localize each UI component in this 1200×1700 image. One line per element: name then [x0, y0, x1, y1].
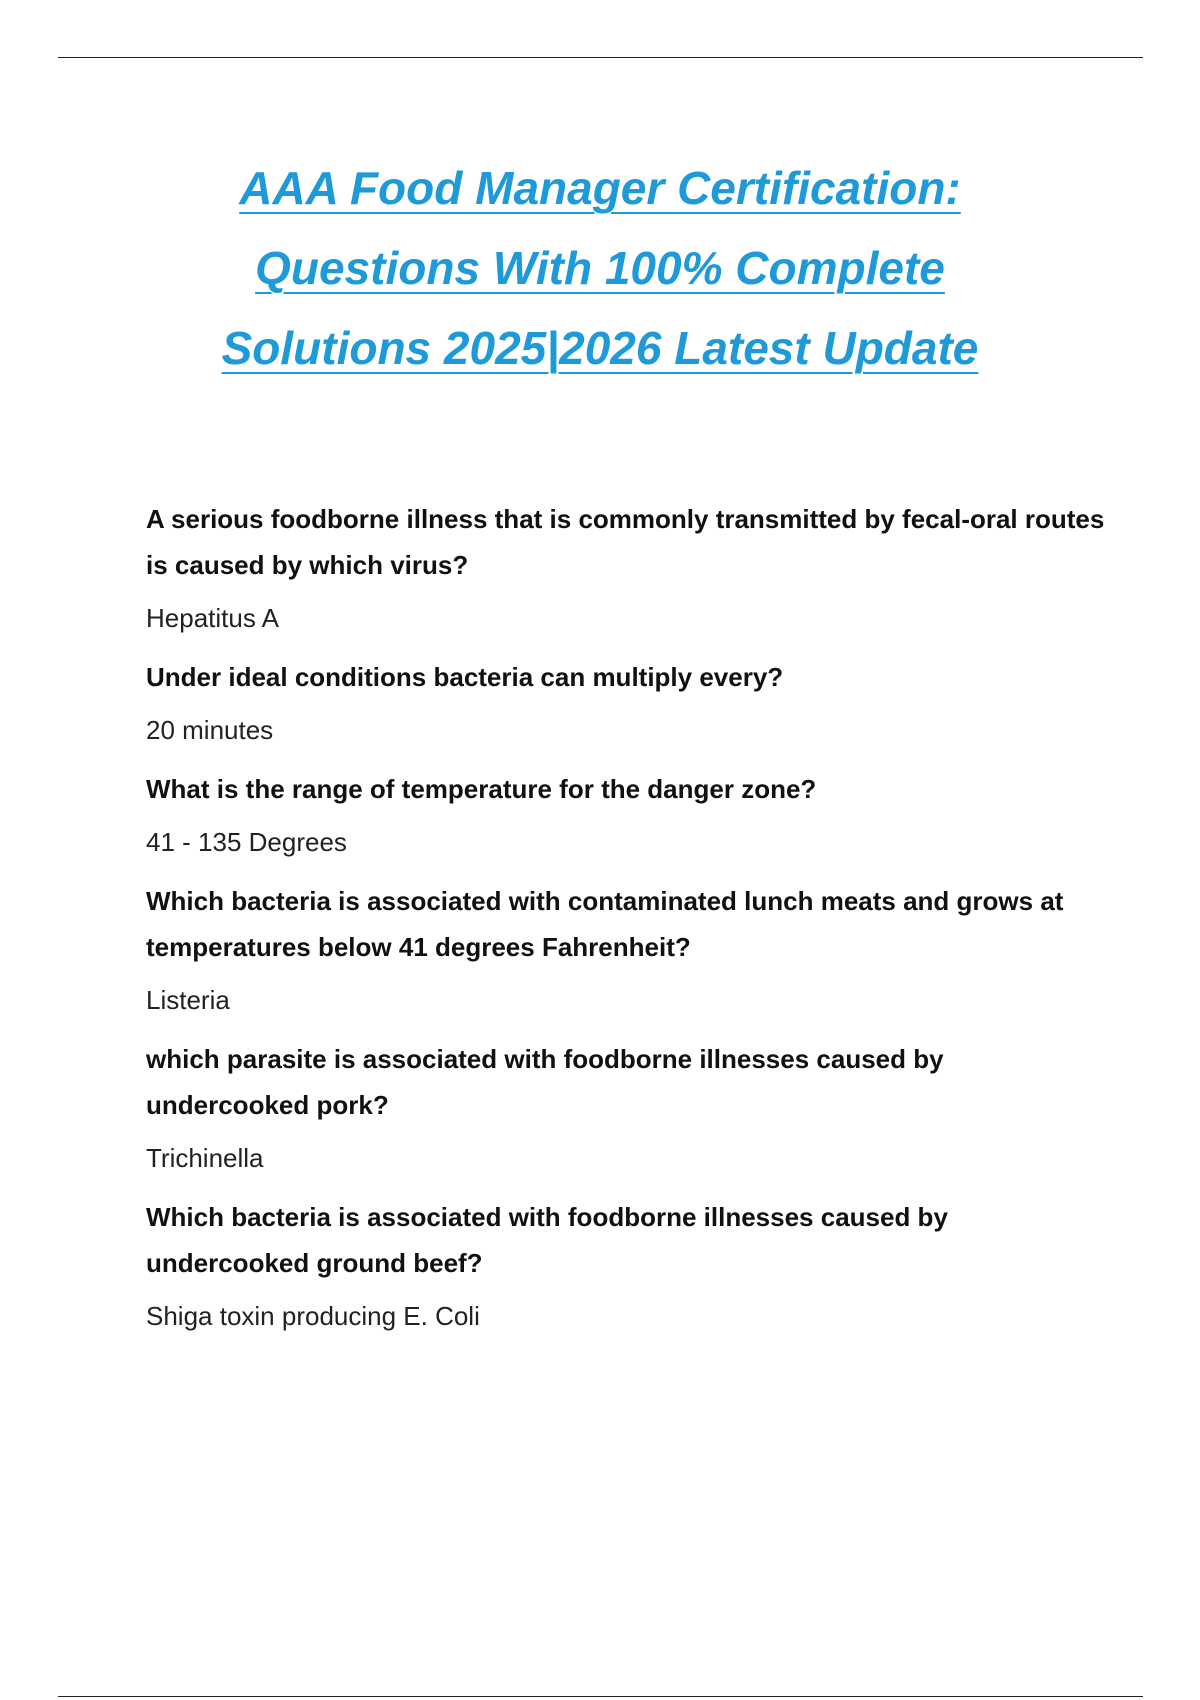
document-title	[100, 148, 1100, 388]
title-line-2: Questions With 100% Complete	[255, 242, 945, 294]
title-line-3: Solutions 2025|2026 Latest Update	[221, 322, 979, 374]
footer-rule	[58, 1696, 1143, 1697]
title-line-1: AAA Food Manager Certification:	[239, 162, 961, 214]
answer-1: Hepatitus A	[146, 603, 279, 633]
answer-5: Trichinella	[146, 1143, 264, 1173]
header-rule	[58, 57, 1143, 58]
question-5: which parasite is associated with foodborne illnesses caused by undercooked pork?	[146, 1044, 944, 1120]
question-1: A serious foodborne illness that is commonly transmitted by fecal-oral routes is caused by which virus?	[146, 504, 1105, 580]
answer-4: Listeria	[146, 985, 230, 1015]
answer-3: 41 - 135 Degrees	[146, 827, 347, 857]
question-2: Under ideal conditions bacteria can multiply every?	[146, 662, 784, 692]
question-6: Which bacteria is associated with foodborne illnesses caused by undercooked ground beef?	[146, 1202, 948, 1278]
answer-2: 20 minutes	[146, 715, 274, 745]
question-4: Which bacteria is associated with contaminated lunch meats and grows at temperatures below 41 degrees Fahrenheit?	[146, 886, 1064, 962]
answer-6: Shiga toxin producing E. Coli	[146, 1301, 480, 1331]
question-3: What is the range of temperature for the danger zone?	[146, 774, 817, 804]
qa-list	[146, 496, 1106, 1352]
